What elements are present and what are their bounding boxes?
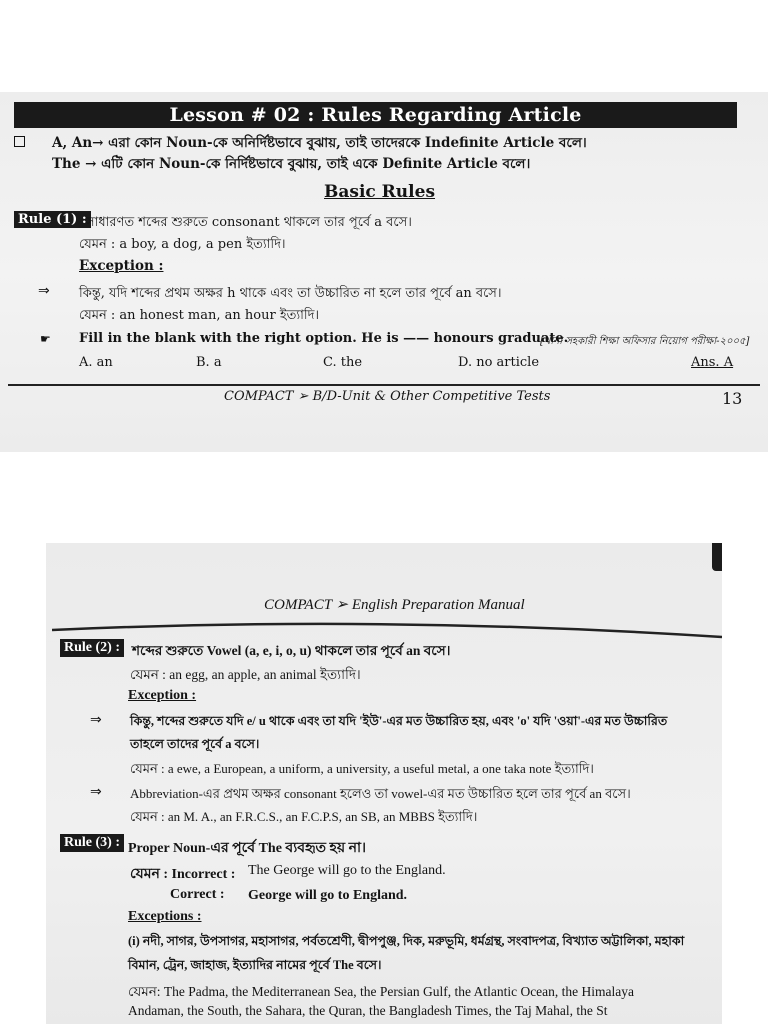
header-divider-curve (52, 621, 722, 641)
correct-sentence: George will go to England. (248, 888, 408, 903)
exception-3-line-2: বিমান, ট্রেন, জাহাজ, ইত্যাদির নামের পূর্বে The বসে। (128, 958, 382, 972)
question-text: Fill in the blank with the right option. He is —— honours graduate. (79, 331, 569, 346)
rule-2-label: Rule (2) : (60, 639, 124, 657)
exception-1-line-1: কিন্তু, শব্দের শুরুতে যদি e/ u থাকে এবং তা যদি 'ইউ'-এর মত উচ্চারিত হয়, এবং 'o' যদি 'ওয়া'-এর মত উচ্চারিত (130, 714, 668, 728)
pointing-hand-icon: ☛ (40, 332, 51, 346)
exceptions-heading: Exceptions : (128, 909, 202, 924)
book-page-bottom (46, 543, 722, 1024)
option-b: B. a (196, 355, 222, 370)
answer: Ans. A (691, 355, 734, 370)
page-number: 13 (722, 389, 743, 408)
exception-3-line-1: (i) নদী, সাগর, উপসাগর, মহাসাগর, পর্বতশ্রেণী, দ্বীপপুঞ্জ, দিক, মরুভূমি, ধর্মগ্রন্থ, সংবাদপত্র, বিখ্যাত অট্টালিকা, মহাকা (128, 934, 685, 948)
exception-1-example: যেমন : a ewe, a European, a uniform, a university, a useful metal, a one taka note ইত্যাদি। (130, 761, 594, 776)
footer-divider (8, 384, 760, 386)
incorrect-sentence: The George will go to the England. (248, 863, 446, 878)
option-c: C. the (323, 355, 363, 370)
arrow-icon: ⇒ (90, 784, 102, 800)
intro-line-definite: The → এটি কোন Noun-কে নির্দিষ্টভাবে বুঝায়, তাই একে Definite Article বলে। (52, 156, 531, 172)
exception-1-line-2: তাহলে তাদের পূর্বে a বসে। (130, 737, 260, 751)
rule-2-text: শব্দের শুরুতে Vowel (a, e, i, o, u) থাকলে তার পূর্বে an বসে। (132, 643, 451, 658)
arrow-icon: ⇒ (38, 283, 50, 299)
exception-heading: Exception : (79, 258, 164, 274)
incorrect-label: যেমন : Incorrect : (130, 867, 236, 882)
rule-2-example: যেমন : an egg, an apple, an animal ইত্যাদি। (130, 667, 361, 682)
option-a: A. an (79, 355, 113, 370)
basic-rules-heading: Basic Rules (324, 182, 436, 202)
exception-1-example: যেমন : an honest man, an hour ইত্যাদি। (79, 308, 320, 323)
footer-text: COMPACT ➢ B/D-Unit & Other Competitive Tests (224, 389, 551, 404)
question-source: [থানা সহকারী শিক্ষা অফিসার নিয়োগ পরীক্ষা-২০০৫] (540, 336, 750, 347)
exception-3-example-2: Andaman, the South, the Sahara, the Quran, the Bangladesh Times, the Taj Mahal, the St (128, 1003, 608, 1018)
rule-1-label: Rule (1) : (14, 211, 91, 228)
lesson-title: Lesson # 02 : Rules Regarding Article (169, 104, 582, 126)
page-header: COMPACT ➢ English Preparation Manual (264, 597, 525, 613)
book-page-top (0, 92, 768, 452)
option-d: D. no article (458, 355, 540, 370)
arrow-icon: ⇒ (90, 712, 102, 728)
intro-line-indefinite: A, An→ এরা কোন Noun-কে অনির্দিষ্টভাবে বুঝায়, তাই তাদেরকে Indefinite Article বলে। (52, 135, 587, 151)
page-corner-shadow (712, 543, 722, 571)
correct-label: Correct : (170, 887, 225, 902)
exception-1-text: কিন্তু, যদি শব্দের প্রথম অক্ষর h থাকে এবং তা উচ্চারিত না হলে তার পূর্বে an বসে। (79, 286, 502, 301)
exception-heading: Exception : (128, 688, 197, 703)
exception-2-example: যেমন : an M. A., an F.R.C.S., an F.C.P.S, an SB, an MBBS ইত্যাদি। (130, 809, 478, 824)
rule-3-label: Rule (3) : (60, 834, 124, 852)
checkbox-bullet-icon (14, 136, 25, 147)
exception-2-text: Abbreviation-এর প্রথম অক্ষর consonant হলেও তা vowel-এর মত উচ্চারিত হলে তার পূর্বে an বসে। (130, 786, 631, 801)
lesson-title-bar (14, 102, 737, 128)
rule-1-text: সাধারণত শব্দের শুরুতে consonant থাকলে তার পূর্বে a বসে। (86, 215, 412, 230)
rule-1-example: যেমন : a boy, a dog, a pen ইত্যাদি। (79, 237, 286, 252)
exception-3-example-1: যেমন: The Padma, the Mediterranean Sea, the Persian Gulf, the Atlantic Ocean, the Himalaya (128, 984, 635, 999)
rule-3-text: Proper Noun-এর পূর্বে The ব্যবহৃত হয় না। (128, 841, 367, 856)
